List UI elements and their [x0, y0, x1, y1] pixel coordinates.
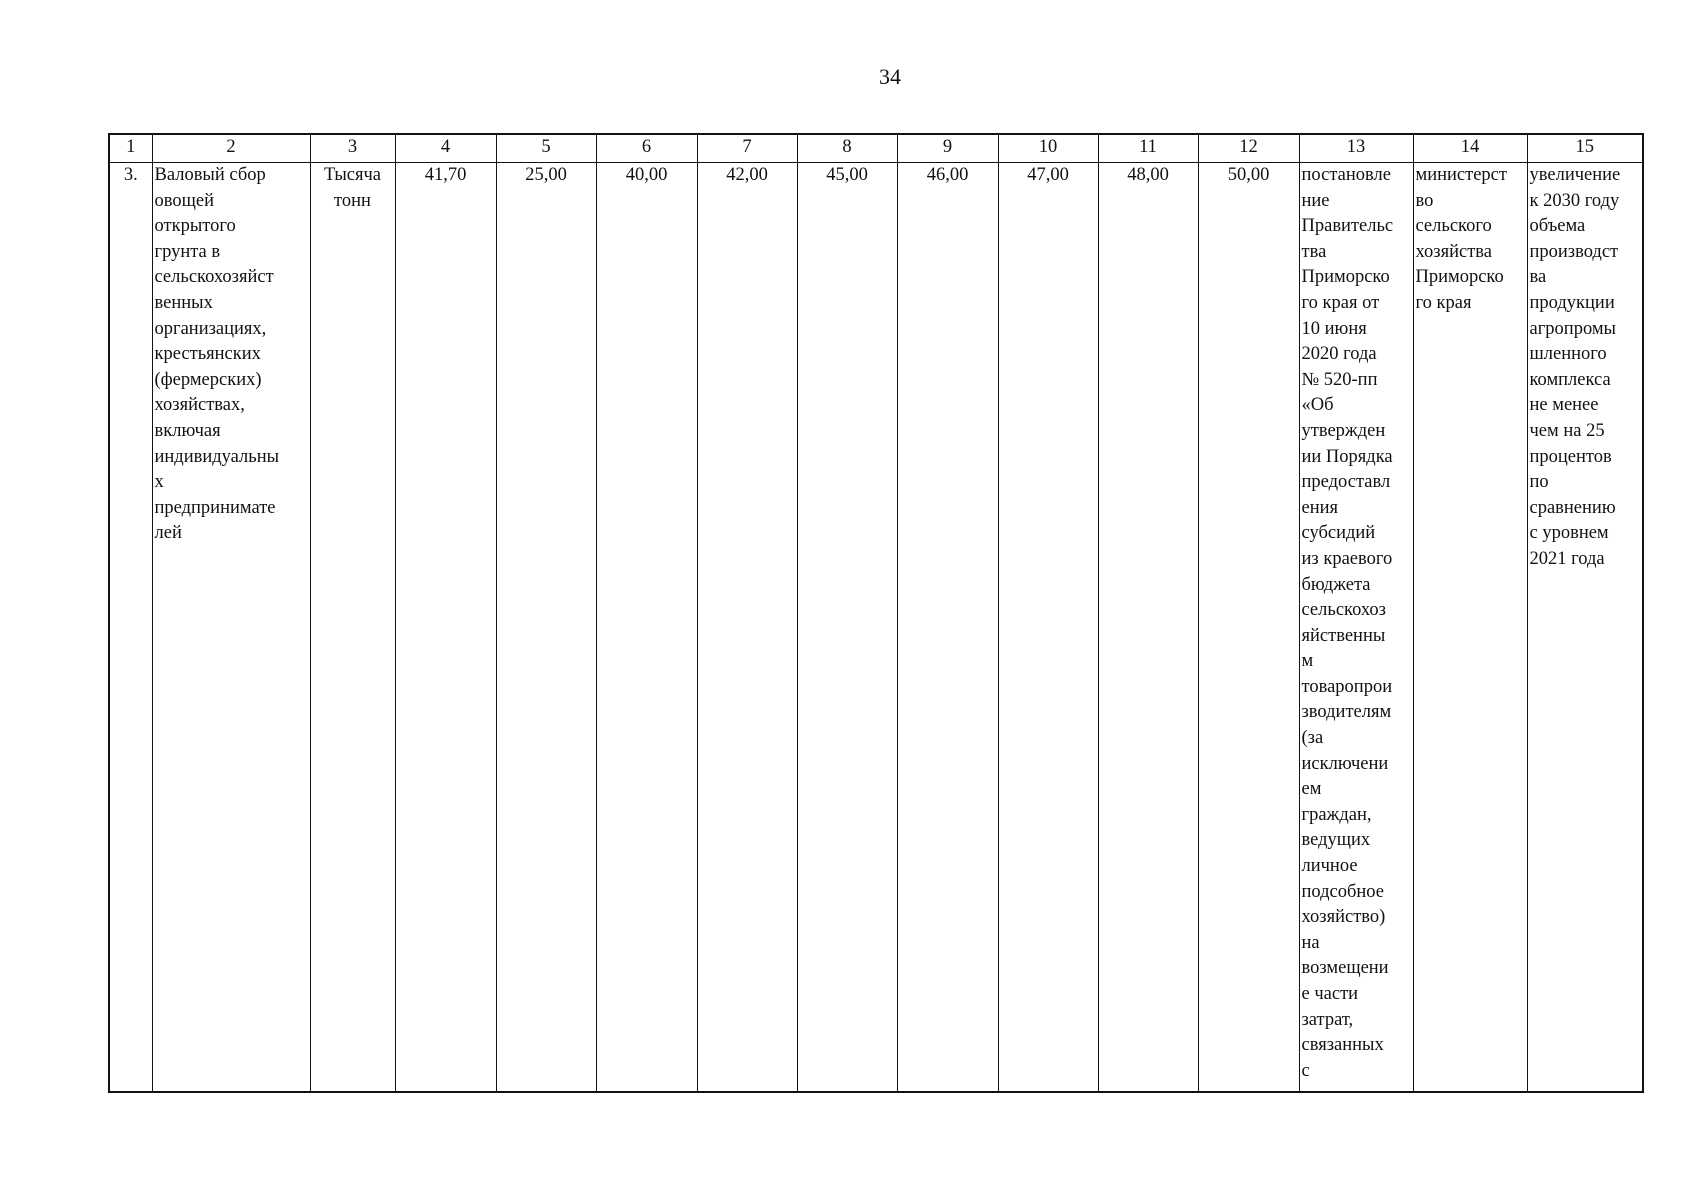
value-cell: 45,00 [797, 163, 897, 1093]
column-number: 11 [1098, 134, 1198, 163]
value-cell: 48,00 [1098, 163, 1198, 1093]
column-number-row [109, 134, 1643, 163]
responsible-body: министерст во сельского хозяйства Приморско го края [1413, 163, 1527, 1093]
row-index: 3. [109, 163, 152, 1093]
value-cell: 25,00 [496, 163, 596, 1093]
column-number: 1 [109, 134, 152, 163]
column-number: 7 [697, 134, 797, 163]
column-number: 4 [395, 134, 496, 163]
unit-of-measure: Тысяча тонн [310, 163, 395, 1093]
table-row [109, 163, 1643, 1093]
regulatory-document: постановле ние Правительс тва Приморско го края от 10 июня 2020 года № 520-пп «Об утвержден ии Порядка предоставл ения субсидий из краевого бюджета сельскохоз яйственны м товаропрои зводителям (за исключени ем граждан, ведущих личное подсобное хозяйство) на возмещени е части затрат, связанных с [1299, 163, 1413, 1093]
column-number: 2 [152, 134, 310, 163]
column-number: 14 [1413, 134, 1527, 163]
column-number: 9 [897, 134, 998, 163]
value-cell: 42,00 [697, 163, 797, 1093]
column-number: 3 [310, 134, 395, 163]
value-cell: 46,00 [897, 163, 998, 1093]
expected-result: увеличение к 2030 году объема производст ва продукции агропромы шленного комплекса не менее чем на 25 процентов по сравнению с уровнем 2021 года [1527, 163, 1643, 1093]
page-number: 34 [879, 64, 901, 89]
column-number: 10 [998, 134, 1098, 163]
column-number: 15 [1527, 134, 1643, 163]
indicator-name: Валовый сбор овощей открытого грунта в сельскохозяйст венных организациях, крестьянских (фермерских) хозяйствах, включая индивидуальны х предпринимате лей [152, 163, 310, 1093]
value-cell: 40,00 [596, 163, 697, 1093]
column-number: 5 [496, 134, 596, 163]
column-number: 8 [797, 134, 897, 163]
column-number: 12 [1198, 134, 1299, 163]
value-cell: 47,00 [998, 163, 1098, 1093]
program-indicators-table [108, 133, 1644, 1093]
value-cell: 41,70 [395, 163, 496, 1093]
value-cell: 50,00 [1198, 163, 1299, 1093]
column-number: 6 [596, 134, 697, 163]
column-number: 13 [1299, 134, 1413, 163]
